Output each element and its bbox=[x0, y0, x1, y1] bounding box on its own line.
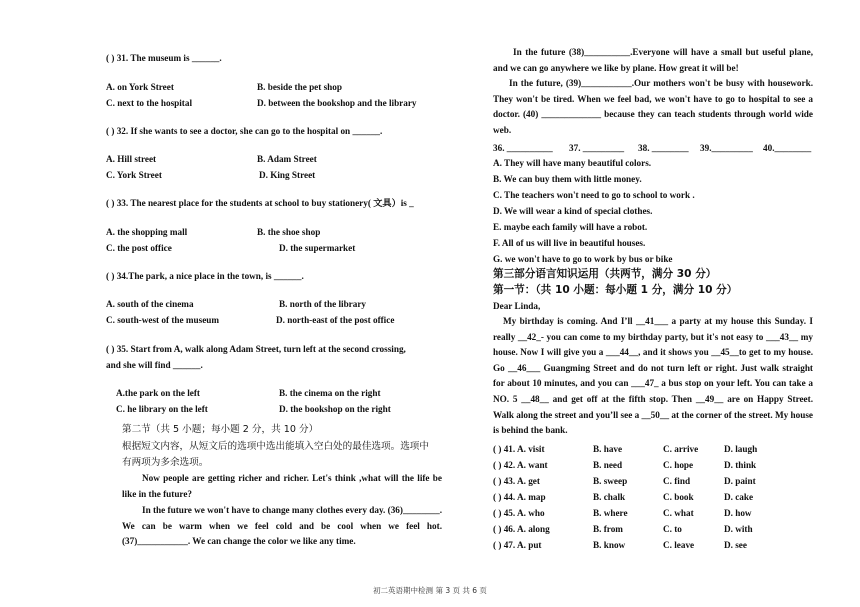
q35-option-d: D. the bookshop on the right bbox=[279, 404, 391, 414]
option-e: E. maybe each family will have a robot. bbox=[493, 222, 648, 232]
mc-41-a: ( ) 41. A. visit bbox=[493, 444, 545, 454]
mc-43-d: D. paint bbox=[724, 476, 756, 486]
q31-option-d: D. between the bookshop and the library bbox=[257, 98, 417, 108]
mc-47-b: B. know bbox=[593, 540, 626, 550]
q33-option-c: C. the post office bbox=[106, 243, 172, 253]
q35-option-a: A.the park on the left bbox=[116, 388, 200, 398]
q31-option-c: C. next to the hospital bbox=[106, 98, 193, 108]
page-footer: 初二英语期中检测 第 3 页 共 6 页 bbox=[373, 586, 487, 595]
q33-stem: ( ) 33. The nearest place for the students at school to buy stationery( 文具）is _ bbox=[106, 198, 414, 208]
mc-41-c: C. arrive bbox=[663, 444, 699, 454]
mc-46-b: B. from bbox=[593, 524, 623, 534]
mc-44-b: B. chalk bbox=[593, 492, 626, 502]
mc-44-a: ( ) 44. A. map bbox=[493, 492, 546, 502]
section2-title: 第二节（共 5 小题；每小题 2 分，共 10 分） bbox=[122, 424, 319, 435]
mc-45-a: ( ) 45. A. who bbox=[493, 508, 545, 518]
option-g: G. we won't have to go to work by bus or bike bbox=[493, 254, 673, 264]
mc-42-c: C. hope bbox=[663, 460, 694, 470]
blank-38: 38. ________ bbox=[638, 143, 689, 153]
mc-45-c: C. what bbox=[663, 508, 694, 518]
blank-36: 36. __________ bbox=[493, 143, 553, 153]
mc-41-b: B. have bbox=[593, 444, 623, 454]
q35-option-b: B. the cinema on the right bbox=[279, 388, 381, 398]
mc-41-d: D. laugh bbox=[724, 444, 758, 454]
option-b: B. We can buy them with little money. bbox=[493, 174, 642, 184]
mc-42-b: B. need bbox=[593, 460, 623, 470]
option-c: C. The teachers won't need to go to school to work . bbox=[493, 190, 695, 200]
q33-option-a: A. the shopping mall bbox=[106, 227, 188, 237]
mc-47-a: ( ) 47. A. put bbox=[493, 540, 542, 550]
mc-45-d: D. how bbox=[724, 508, 752, 518]
mc-44-d: D. cake bbox=[724, 492, 754, 502]
q35-stem-line2: and she will find ______. bbox=[106, 360, 203, 370]
q32-option-c: C. York Street bbox=[106, 170, 162, 180]
q31-option-b: B. beside the pet shop bbox=[257, 82, 342, 92]
mc-47-c: C. leave bbox=[663, 540, 695, 550]
section2-instruction-line1: 根据短文内容，从短文后的选项中选出能填入空白处的最佳选项。选项中 bbox=[122, 441, 429, 452]
q33-option-b: B. the shoe shop bbox=[257, 227, 321, 237]
mc-46-d: D. with bbox=[724, 524, 753, 534]
letter-body: My birthday is coming. And I’ll __41___ a party at my house this Sunday. I really __42_- you can come to my birthday party, but it's not easy to ___43__ my house. Now I will give you a ___44__, and it shows you __45__to get to my house. Go __46___ Guangming Street and do not turn left or right. Just walk straight for about 10 minutes, and you can ___47_ a bus stop on your left. You can take a NO. 5 __48__ and get off at the fifth stop. Then __49__ are on Happy Street. Walk along the street and you’ll see a __50__ at the corner of the street. My house is behind the bank. bbox=[493, 316, 813, 436]
mc-43-a: ( ) 43. A. get bbox=[493, 476, 540, 486]
q32-option-b: B. Adam Street bbox=[257, 154, 317, 164]
letter-salutation: Dear Linda, bbox=[493, 301, 541, 311]
part3-title: 第三部分语言知识运用（共两节，满分 30 分） bbox=[493, 268, 717, 280]
passage-paragraph-39-40: In the future, (39)___________.Our mothers won't be busy with housework. They won't be tired. When we feel bad, we won't have to go to hospital to see a doctor. (40) _____________ because they can teach students through world wide web. bbox=[493, 78, 813, 135]
q32-stem: ( ) 32. If she wants to see a doctor, she can go to the hospital on ______. bbox=[106, 126, 383, 136]
mc-46-c: C. to bbox=[663, 524, 682, 534]
q35-stem-line1: ( ) 35. Start from A, walk along Adam Street, turn left at the second crossing, bbox=[106, 344, 406, 354]
mc-43-b: B. sweep bbox=[593, 476, 628, 486]
q35-option-c: C. he library on the left bbox=[116, 404, 208, 414]
passage-intro: Now people are getting richer and richer. Let's think ,what will the life be like in the future? bbox=[122, 473, 442, 499]
q34-option-d: D. north-east of the post office bbox=[276, 315, 395, 325]
q31-stem: ( ) 31. The museum is ______. bbox=[106, 53, 222, 63]
passage-paragraph-36-37: In the future we won't have to change many clothes every day. (36)________. We can be warm when we feel cold and be cool when we feel hot. (37)___________. We can change the color we like any time. bbox=[122, 505, 442, 547]
q32-option-d: D. King Street bbox=[259, 170, 316, 180]
mc-43-c: C. find bbox=[663, 476, 691, 486]
mc-46-a: ( ) 46. A. along bbox=[493, 524, 550, 534]
q34-option-b: B. north of the library bbox=[279, 299, 367, 309]
blank-39: 39._________ bbox=[700, 143, 753, 153]
section2-instruction-line2: 有两项为多余选项。 bbox=[122, 457, 209, 468]
q31-option-a: A. on York Street bbox=[106, 82, 174, 92]
option-d: D. We will wear a kind of special clothes. bbox=[493, 206, 653, 216]
option-f: F. All of us will live in beautiful houses. bbox=[493, 238, 646, 248]
q32-option-a: A. Hill street bbox=[106, 154, 157, 164]
q34-option-c: C. south-west of the museum bbox=[106, 315, 220, 325]
mc-42-d: D. think bbox=[724, 460, 757, 470]
q33-option-d: D. the supermarket bbox=[279, 243, 356, 253]
blank-40: 40.________ bbox=[763, 143, 812, 153]
section1-title: 第一节：（共 10 小题：每小题 1 分，满分 10 分） bbox=[493, 284, 738, 296]
option-a: A. They will have many beautiful colors. bbox=[493, 158, 652, 168]
mc-45-b: B. where bbox=[593, 508, 628, 518]
mc-44-c: C. book bbox=[663, 492, 694, 502]
blank-37: 37. _________ bbox=[569, 143, 625, 153]
mc-47-d: D. see bbox=[724, 540, 747, 550]
passage-paragraph-38: In the future (38)__________.Everyone will have a small but useful plane, and we can go anywhere we like by plane. How great it will be! bbox=[493, 47, 813, 73]
q34-stem: ( ) 34.The park, a nice place in the town, is ______. bbox=[106, 271, 304, 281]
mc-42-a: ( ) 42. A. want bbox=[493, 460, 548, 470]
q34-option-a: A. south of the cinema bbox=[106, 299, 194, 309]
